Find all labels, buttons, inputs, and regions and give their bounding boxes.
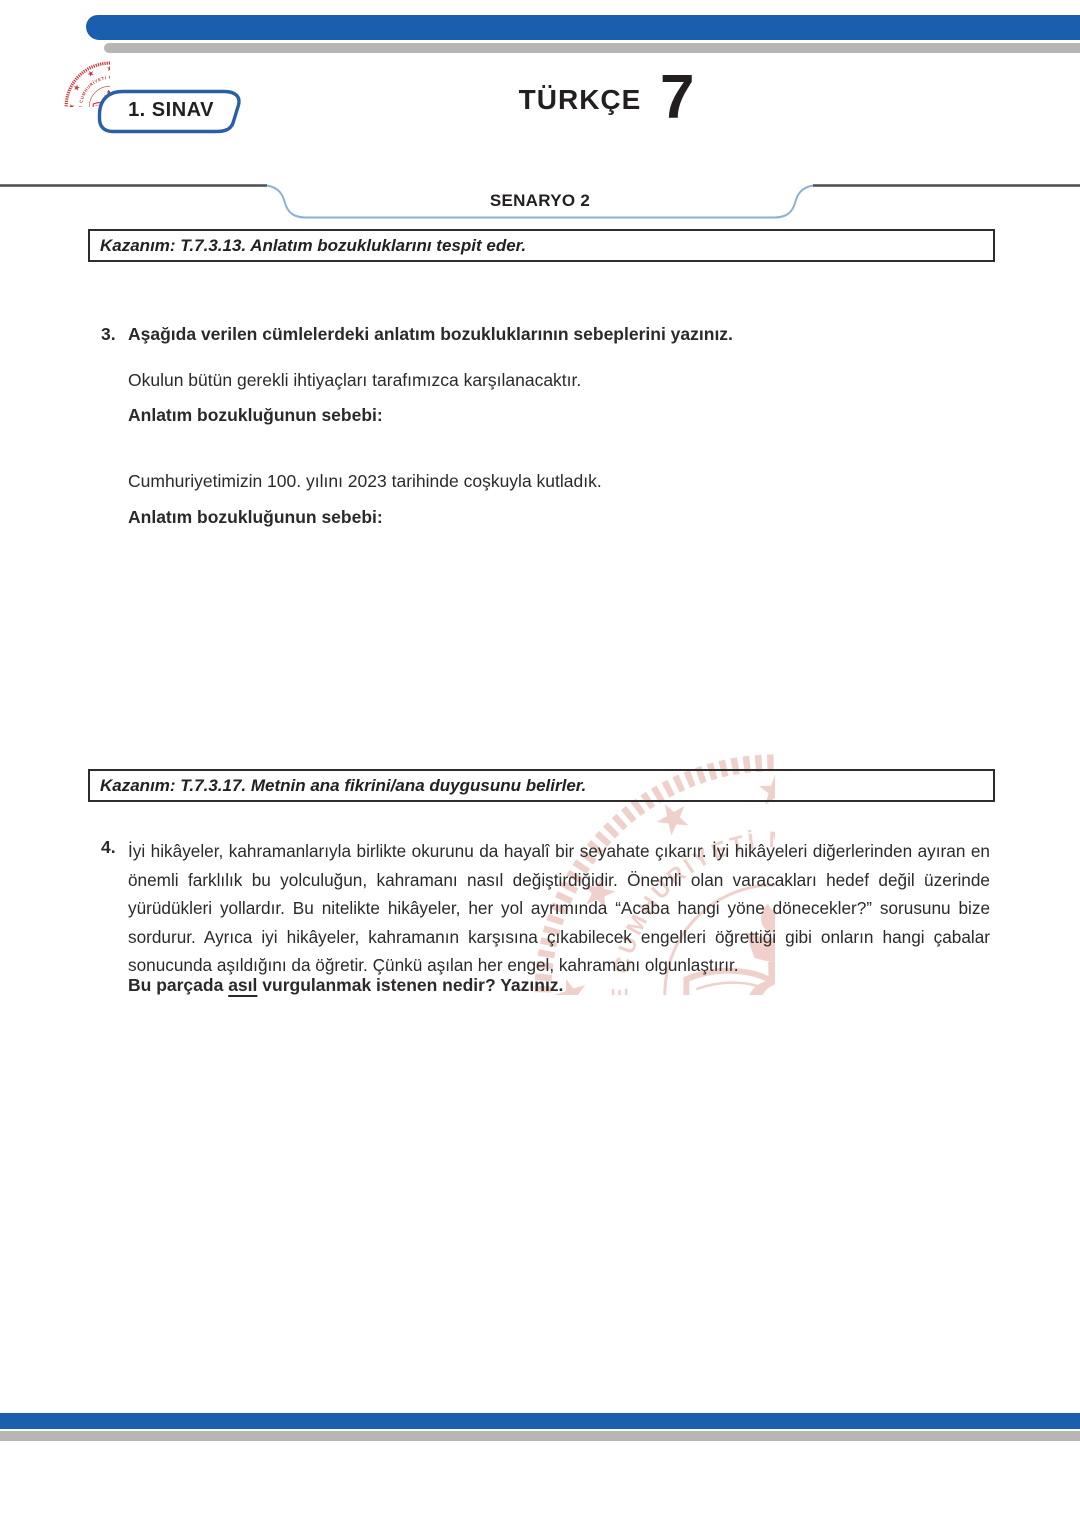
objective-box-1 (88, 229, 995, 262)
question-3-prompt: Aşağıda verilen cümlelerdeki anlatım bozukluklarının sebeplerini yazınız. (128, 324, 733, 344)
question-4-prompt-underlined: asıl (228, 975, 258, 995)
exam-badge-label: 1. SINAV (128, 99, 214, 121)
page-title-subject: TÜRKÇE (518, 84, 642, 115)
scenario-tab-label: SENARYO 2 (489, 191, 591, 210)
question-4-prompt-before: Bu parçada (128, 975, 224, 995)
question-3-number: 3. (101, 324, 116, 344)
question-3-sentence-2: Cumhuriyetimizin 100. yılını 2023 tarihinde coşkuyla kutladık. (128, 471, 602, 491)
header-bar-blue (86, 15, 1080, 40)
header-bar-gray (104, 43, 1080, 53)
page-title-grade: 7 (660, 63, 695, 132)
objective-box-2 (88, 769, 995, 802)
footer-bar-gray (0, 1431, 1080, 1441)
footer-bar-blue (0, 1413, 1080, 1429)
objective-text-1: Kazanım: T.7.3.13. Anlatım bozukluklarını tespit eder. (100, 235, 527, 255)
question-3-sentence-1: Okulun bütün gerekli ihtiyaçları tarafımızca karşılanacaktır. (128, 370, 582, 390)
question-3-answer-label-1: Anlatım bozukluğunun sebebi: (128, 405, 383, 425)
question-3-answer-label-2: Anlatım bozukluğunun sebebi: (128, 507, 383, 527)
question-4-prompt-after: vurgulanmak istenen nedir? Yazınız. (262, 975, 564, 995)
question-4-passage: İyi hikâyeler, kahramanlarıyla birlikte okurunu da hayalî bir seyahate çıkarır. İyi hikâyeleri diğerlerinden ayıran en önemli farklılık bu yolculuğun, kahramanı nasıl değiştirdiğidir. Önemli olan varacakları hedef değil üzerinde yürüdükleri yollardır. Bu nitelikte hikâyeler, her yol ayrımında “Acaba hangi yöne dönecekler?” sorusunu bize sordurur. Ayrıca iyi hikâyeler, kahramanın karşısına çıkabilecek engelleri öğrettiği gibi onların hangi çabalar sonucunda aşıldığını da öğretir. Çünkü aşılan her engel, kahramanı olgunlaştırır. (128, 841, 990, 976)
objective-text-2: Kazanım: T.7.3.17. Metnin ana fikrini/ana duygusunu belirler. (100, 775, 587, 795)
question-4-prompt (128, 975, 990, 996)
question-4-number: 4. (101, 837, 116, 857)
